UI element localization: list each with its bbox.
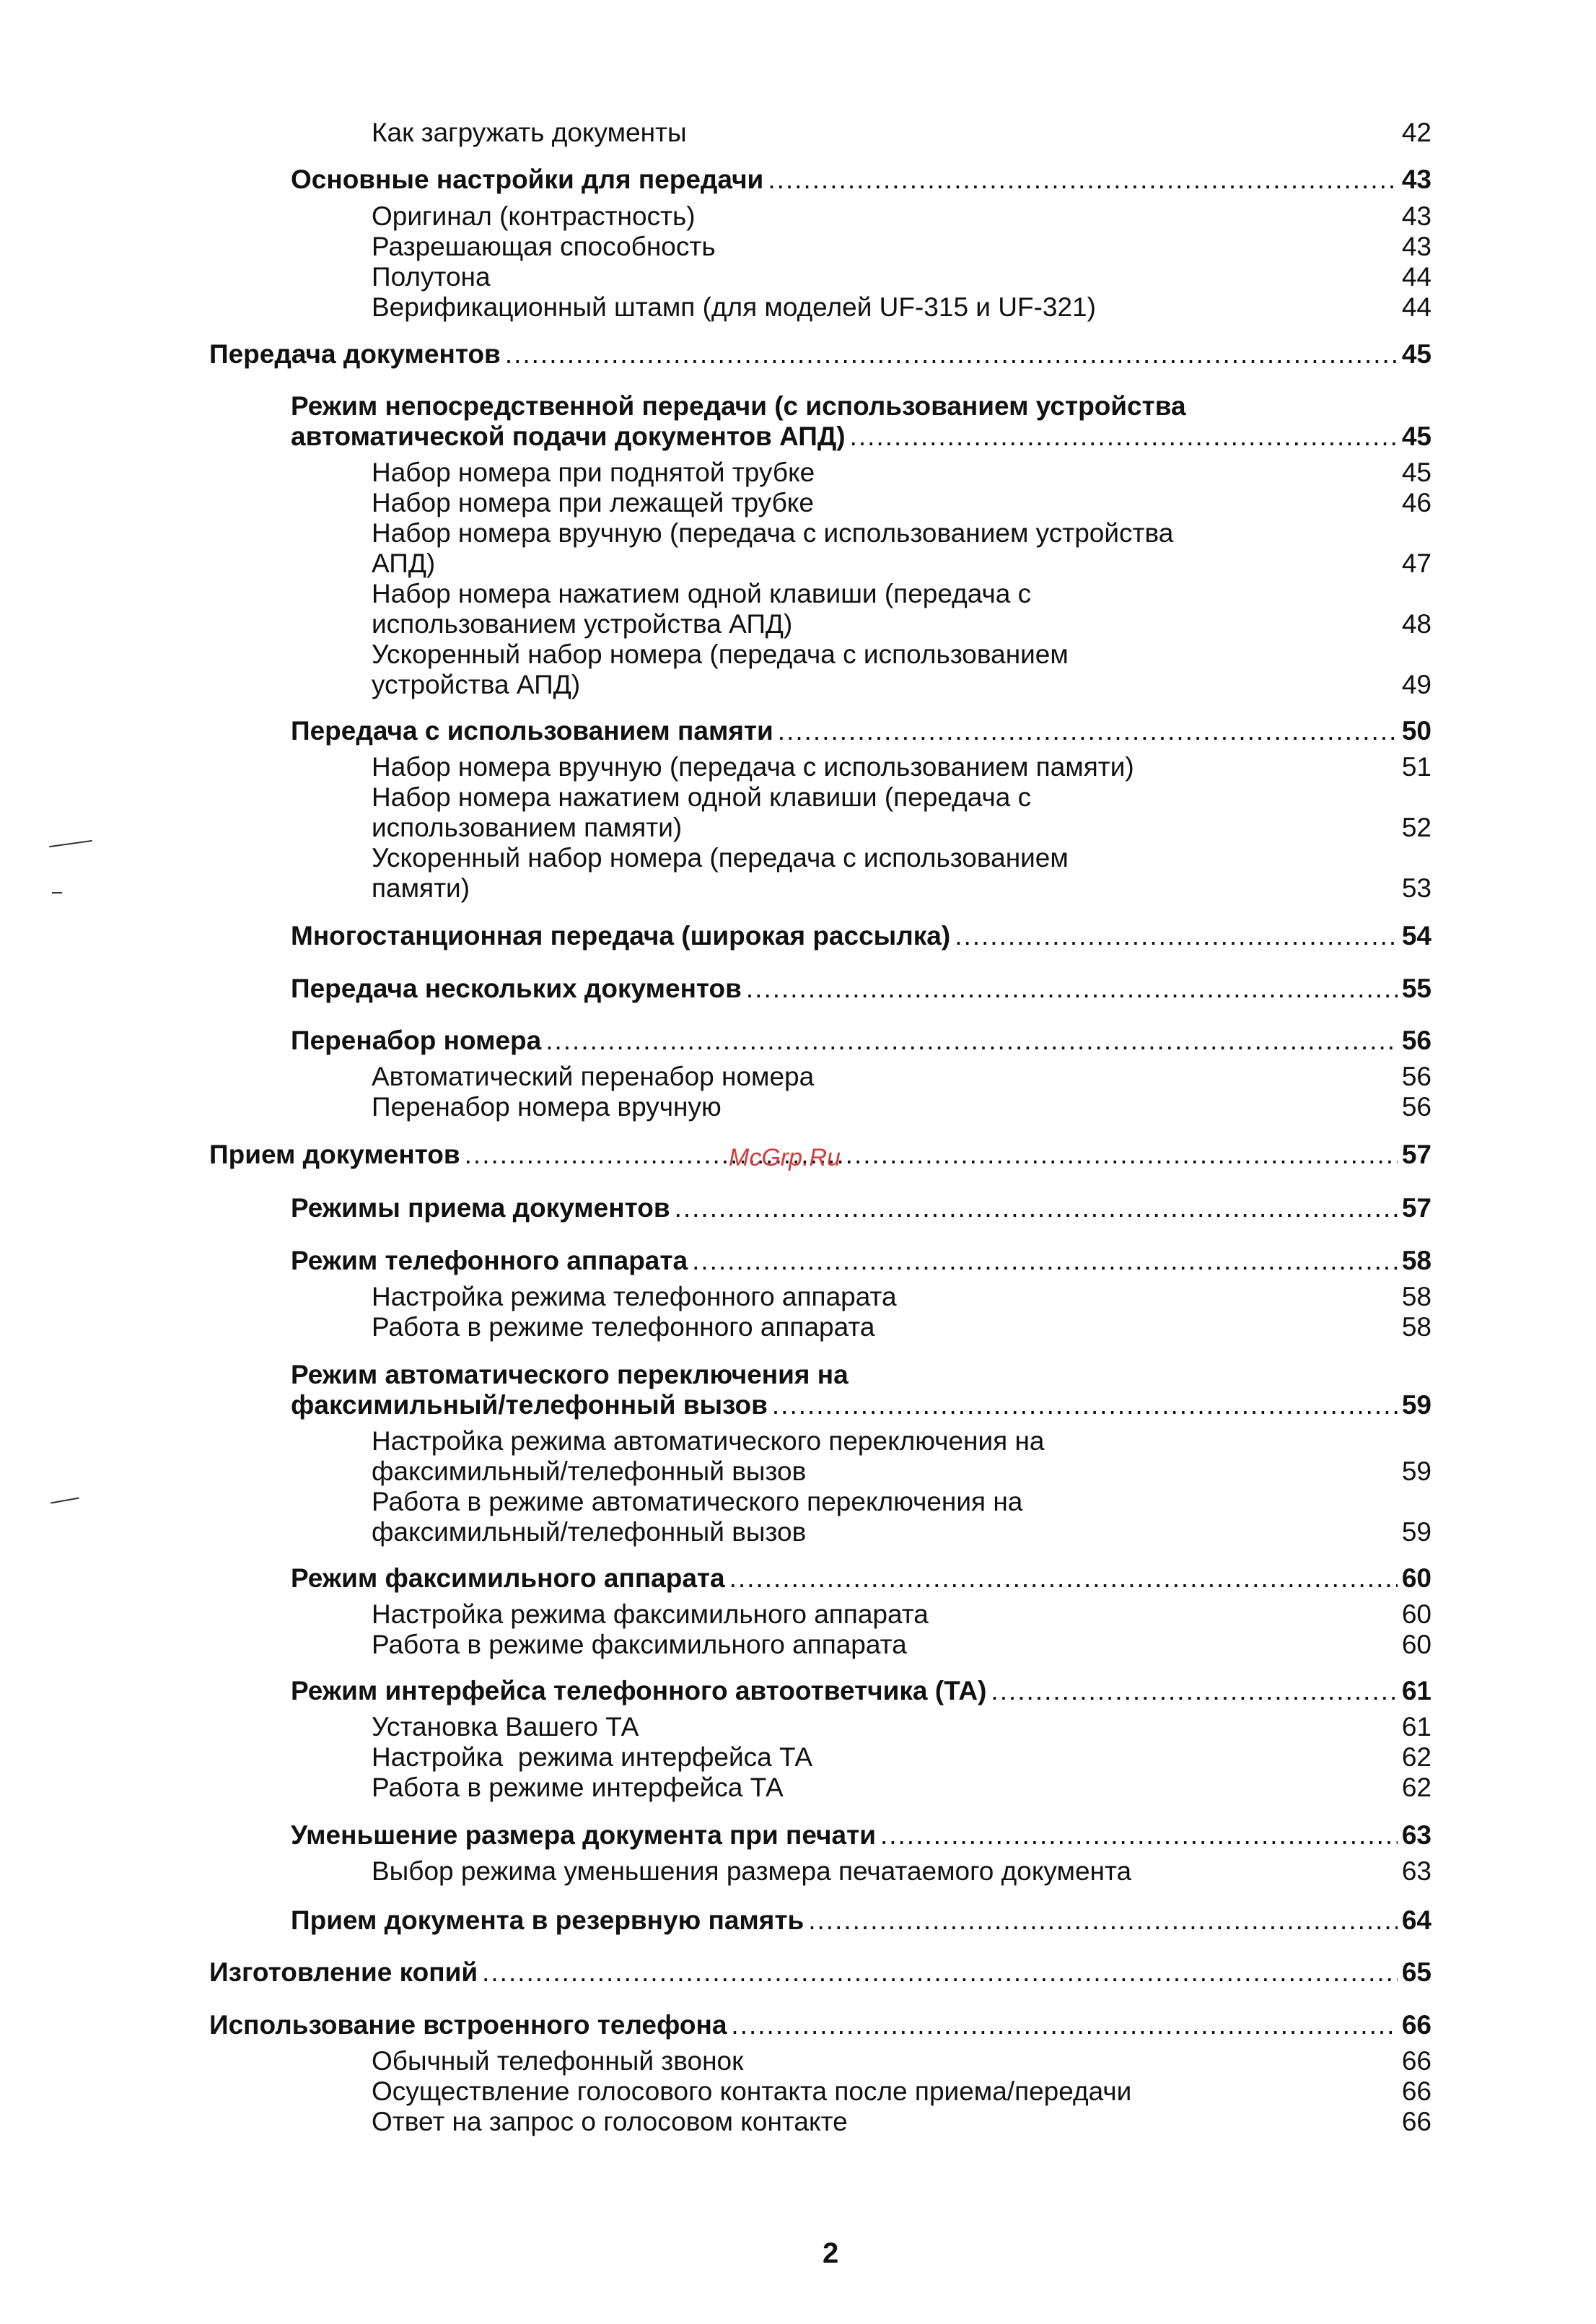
leader-dots [778, 716, 1398, 746]
toc-entry [372, 579, 1431, 639]
leader-dots [482, 1957, 1398, 1988]
leader-dots [692, 1246, 1398, 1276]
toc-entry-title: Разрешающая способность [372, 232, 716, 261]
toc-entry [372, 1712, 1431, 1742]
toc-entry-title: Основные настройки для передачи [291, 165, 764, 194]
leader-dots [729, 1563, 1398, 1594]
toc-entry-page: 57 [1401, 1140, 1431, 1169]
toc-entry [372, 2107, 1431, 2137]
leader-dots [545, 1026, 1398, 1056]
toc-entry [372, 118, 1431, 148]
toc-entry [372, 292, 1431, 323]
toc-entry [291, 391, 1431, 452]
toc-entry-title: Оригинал (контрастность) [372, 201, 696, 231]
toc-entry-title: Работа в режиме телефонного аппарата [372, 1312, 875, 1342]
toc-entry-page: 66 [1401, 2107, 1431, 2136]
leader-dots [505, 339, 1398, 370]
toc-entry-title: Набор номера при поднятой трубке [372, 458, 815, 487]
leader-dots [731, 2010, 1397, 2040]
toc-entry-page: 66 [1401, 2010, 1431, 2040]
scan-mark [52, 892, 62, 894]
toc-entry [291, 1563, 1431, 1594]
toc-entry-title: Набор номера вручную (передача с использованием памяти) [372, 752, 1134, 782]
toc-entry-title: Прием документов [209, 1140, 460, 1169]
toc-entry-title: Работа в режиме факсимильного аппарата [372, 1630, 907, 1659]
toc-entry [291, 921, 1431, 951]
toc-entry-page: 55 [1401, 974, 1431, 1003]
toc-entry-page: 45 [1401, 421, 1431, 451]
toc-entry [291, 1360, 1431, 1420]
toc-entry-title-line: использованием устройства АПД) [372, 609, 793, 639]
toc-entry-page: 43 [1401, 232, 1431, 261]
toc-entry-page: 62 [1401, 1773, 1431, 1802]
toc-entry [372, 1856, 1431, 1887]
toc-entry-page: 63 [1401, 1820, 1431, 1850]
toc-entry-page: 64 [1401, 1905, 1431, 1935]
toc-entry-title-line: факсимильный/телефонный вызов [372, 1456, 807, 1486]
toc-entry-page: 66 [1401, 2046, 1431, 2076]
leader-dots [955, 921, 1398, 951]
toc-entry-title: Полутона [372, 262, 491, 292]
toc-entry-page: 60 [1401, 1630, 1431, 1659]
toc-entry-page: 56 [1401, 1026, 1431, 1055]
toc-entry-title-line: Набор номера вручную (передача с использованием устройства [372, 518, 1174, 548]
toc-entry-page: 56 [1401, 1062, 1431, 1091]
toc-entry-title: Настройка режима телефонного аппарата [372, 1282, 897, 1311]
toc-entry [291, 1676, 1431, 1706]
toc-entry [209, 2010, 1431, 2040]
toc-entry-title: Режим телефонного аппарата [291, 1246, 688, 1275]
toc-entry [291, 1905, 1431, 1936]
toc-entry-title: Выбор режима уменьшения размера печатаемого документа [372, 1856, 1132, 1886]
toc-entry [372, 782, 1431, 843]
toc-entry-title-line: Настройка режима автоматического переключения на [372, 1426, 1045, 1456]
toc-entry [209, 339, 1431, 370]
toc-entry-title: Как загружать документы [372, 118, 687, 147]
toc-entry-title: Использование встроенного телефона [209, 2010, 727, 2040]
toc-entry-title: Набор номера при лежащей трубке [372, 488, 814, 517]
toc-entry-title: Верификационный штамп (для моделей UF-315 и UF-321) [372, 292, 1096, 322]
toc-entry-title-line: Ускоренный набор номера (передача с использованием [372, 843, 1069, 873]
toc-entry-title: Многостанционная передача (широкая рассылка) [291, 921, 951, 951]
toc-entry-title-line: использованием памяти) [372, 813, 683, 842]
toc-entry [372, 201, 1431, 232]
toc-entry-title-line: Набор номера нажатием одной клавиши (передача с [372, 579, 1032, 608]
toc-entry [291, 165, 1431, 195]
toc-entry-title: Ответ на запрос о голосовом контакте [372, 2107, 848, 2136]
toc-entry [372, 639, 1431, 700]
toc-entry [291, 1820, 1431, 1851]
toc-entry-title: Передача нескольких документов [291, 974, 742, 1003]
leader-dots [772, 1390, 1398, 1420]
toc-entry [372, 1426, 1431, 1487]
toc-entry-title: Режим факсимильного аппарата [291, 1563, 725, 1593]
toc-entry [209, 1957, 1431, 1988]
toc-entry-title-line: факсимильный/телефонный вызов [291, 1390, 768, 1420]
leader-dots [675, 1193, 1398, 1223]
toc-entry-title: Автоматический перенабор номера [372, 1062, 815, 1091]
toc-entry [372, 1282, 1431, 1312]
toc-entry-title-line: АПД) [372, 549, 436, 578]
toc-entry-page: 66 [1401, 2076, 1431, 2106]
toc-entry [372, 1773, 1431, 1803]
toc-entry-page: 58 [1401, 1312, 1431, 1342]
toc-entry-page: 47 [1401, 549, 1431, 578]
toc-entry-page: 43 [1401, 165, 1431, 194]
toc-entry-page: 60 [1401, 1563, 1431, 1593]
toc-entry-title: Передача документов [209, 339, 501, 369]
toc-entry-title-line: Ускоренный набор номера (передача с использованием [372, 639, 1069, 669]
watermark: McGrp.Ru [729, 1144, 841, 1171]
toc-entry-page: 65 [1401, 1957, 1431, 1987]
toc-entry-page: 49 [1401, 670, 1431, 699]
toc-entry-page: 56 [1401, 1092, 1431, 1122]
toc-entry [291, 974, 1431, 1004]
toc-entry-title: Режим интерфейса телефонного автоответчика (ТА) [291, 1676, 987, 1705]
toc-entry [372, 458, 1431, 488]
toc-entry [372, 1487, 1431, 1547]
toc-entry-title: Осуществление голосового контакта после приема/передачи [372, 2076, 1132, 2106]
toc-entry-title-line: автоматической подачи документов АПД) [291, 421, 846, 451]
toc-entry [291, 1246, 1431, 1276]
toc-entry-title-line: устройства АПД) [372, 670, 581, 699]
leader-dots [746, 974, 1398, 1004]
toc-entry [291, 1026, 1431, 1056]
leader-dots [465, 1140, 1398, 1170]
toc-entry [372, 1599, 1431, 1630]
leader-dots [768, 165, 1398, 195]
toc-entry-title-line: Режим автоматического переключения на [291, 1360, 849, 1389]
toc-entry-page: 61 [1401, 1676, 1431, 1705]
toc-entry [372, 2076, 1431, 2107]
toc-entry [372, 1742, 1431, 1773]
toc-entry-title: Передача с использованием памяти [291, 716, 773, 746]
toc-entry-page: 63 [1401, 1856, 1431, 1886]
toc-entry-page: 53 [1401, 873, 1431, 903]
toc-entry-title: Уменьшение размера документа при печати [291, 1820, 876, 1850]
toc-entry-title-line: Режим непосредственной передачи (с использованием устройства [291, 391, 1186, 421]
toc-entry-page: 54 [1401, 921, 1431, 951]
toc-entry-page: 44 [1401, 262, 1431, 292]
toc-entry-page: 45 [1401, 339, 1431, 369]
toc-entry-page: 59 [1401, 1456, 1431, 1486]
toc-entry-page: 58 [1401, 1282, 1431, 1311]
toc-entry [372, 2046, 1431, 2076]
toc-entry-title: Работа в режиме интерфейса ТА [372, 1773, 784, 1802]
toc-entry [372, 1312, 1431, 1342]
toc-entry-page: 60 [1401, 1599, 1431, 1629]
toc-entry-page: 45 [1401, 458, 1431, 487]
toc-entry [291, 1193, 1431, 1223]
toc-entry-page: 51 [1401, 752, 1431, 782]
toc-entry-page: 59 [1401, 1390, 1431, 1420]
toc-entry [291, 716, 1431, 746]
toc-entry-page: 61 [1401, 1712, 1431, 1742]
toc-entry-page: 50 [1401, 716, 1431, 746]
toc-entry-title: Изготовление копий [209, 1957, 478, 1987]
leader-dots [880, 1820, 1398, 1851]
toc-entry-page: 46 [1401, 488, 1431, 517]
toc-entry [372, 518, 1431, 579]
toc-entry-page: 43 [1401, 201, 1431, 231]
toc-entry-title: Установка Вашего ТА [372, 1712, 639, 1742]
toc-entry-title: Настройка режима факсимильного аппарата [372, 1599, 929, 1629]
toc-entry [372, 488, 1431, 518]
toc-entry [372, 1062, 1431, 1092]
toc-entry-title: Обычный телефонный звонок [372, 2046, 744, 2076]
toc-entry-title: Настройка режима интерфейса ТА [372, 1742, 813, 1772]
toc-entry-page: 58 [1401, 1246, 1431, 1275]
toc-entry-page: 42 [1401, 118, 1431, 147]
toc-entry [372, 262, 1431, 292]
toc-entry [372, 1630, 1431, 1660]
toc-entry-page: 62 [1401, 1742, 1431, 1772]
toc-entry-title-line: Набор номера нажатием одной клавиши (передача с [372, 782, 1032, 812]
toc-entry-page: 57 [1401, 1193, 1431, 1223]
toc-entry-title: Режимы приема документов [291, 1193, 670, 1223]
toc-entry-title: Перенабор номера вручную [372, 1092, 722, 1122]
toc-entry-title-line: Работа в режиме автоматического переключения на [372, 1487, 1023, 1516]
toc-entry [372, 752, 1431, 782]
leader-dots [850, 421, 1398, 452]
toc-entry [372, 232, 1431, 262]
toc-entry-page: 59 [1401, 1517, 1431, 1547]
toc-entry-title: Перенабор номера [291, 1026, 542, 1055]
toc-entry-page: 44 [1401, 292, 1431, 322]
leader-dots [808, 1905, 1398, 1936]
toc-entry-page: 52 [1401, 813, 1431, 842]
toc-entry-title: Прием документа в резервную память [291, 1905, 804, 1935]
toc-entry-title-line: факсимильный/телефонный вызов [372, 1517, 807, 1547]
page-number: 2 [823, 2237, 839, 2269]
leader-dots [991, 1676, 1397, 1706]
toc-entry [372, 843, 1431, 904]
toc-entry-title-line: памяти) [372, 873, 470, 903]
toc-entry [372, 1092, 1431, 1122]
toc-entry-page: 48 [1401, 609, 1431, 639]
